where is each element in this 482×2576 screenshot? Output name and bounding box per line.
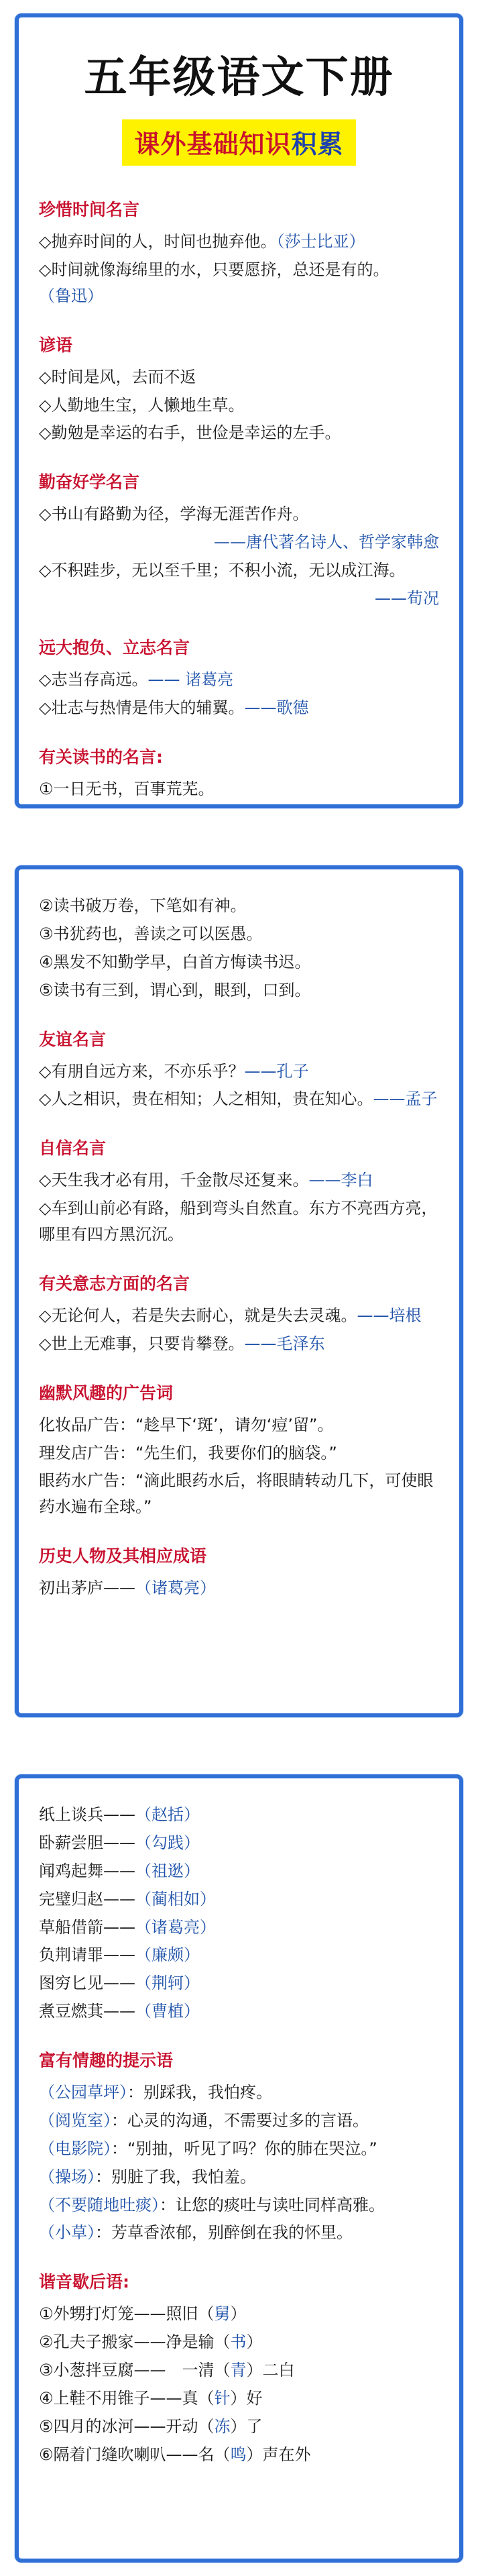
quote-line: ◇天生我才必有用，千金散尽还复来。——李白: [39, 1171, 373, 1190]
quote-line: ②读书破万卷，下笔如有神。: [39, 896, 247, 915]
section-title-friendship: 友谊名言: [39, 1029, 107, 1049]
card-2: [15, 865, 463, 1717]
subtitle-main: 课外基础知识: [134, 129, 292, 159]
section-title-ads: 幽默风趣的广告词: [39, 1383, 174, 1403]
quote-line: ◇时间就像海绵里的水，只要愿挤，总还是有的。（鲁迅）: [39, 260, 389, 305]
idiom-line: 煮豆燃萁——（曹植）: [39, 2002, 200, 2021]
ad-line: 眼药水广告：“滴此眼药水后，将眼睛转动几下，可使眼药水遍布全球。”: [39, 1471, 434, 1517]
sign-line: （公园草坪）：别踩我，我怕疼。: [39, 2083, 272, 2102]
subtitle-wrap: [39, 119, 439, 166]
xiehouyu-line: ①外甥打灯笼——照旧（舅）: [39, 2304, 247, 2324]
idiom-line: 卧薪尝胆——（勾践）: [39, 1833, 200, 1852]
quote-line: ◇世上无难事，只要肯攀登。——毛泽东: [39, 1334, 325, 1353]
quote-line: ◇人勤地生宝，人懒地生草。: [39, 395, 245, 415]
quote-line: ◇时间是风，去而不返: [39, 367, 196, 386]
page-title: 五年级语文下册: [84, 52, 394, 103]
card-3: [15, 1774, 463, 2563]
quote-line: ③书犹药也，善读之可以医愚。: [39, 924, 263, 943]
xiehouyu-line: ③小葱拌豆腐—— 一清（青）二白: [39, 2361, 295, 2379]
idiom-line: 初出茅庐——（诸葛亮）: [39, 1578, 216, 1598]
section-title-confidence: 自信名言: [39, 1138, 107, 1159]
quote-line: ⑤读书有三到，谓心到，眼到，口到。: [39, 980, 311, 1000]
quote-line: ④黑发不知勤学早，白首方悔读书迟。: [39, 952, 311, 971]
xiehouyu-line: ⑤四月的冰河——开动（冻）了: [39, 2416, 263, 2436]
section-title-diligence: 勤奋好学名言: [39, 472, 140, 492]
quote-line: ◇车到山前必有路，船到弯头自然直。东方不亮西方亮，哪里有四方黑沉沉。: [39, 1199, 438, 1244]
sign-line: （操场）：别脏了我，我怕羞。: [39, 2167, 256, 2186]
idiom-line: 闻鸡起舞——（祖逖）: [39, 1861, 200, 1880]
xiehouyu-line: ④上鞋不用锥子——真（针）好: [39, 2388, 263, 2408]
sign-line: （小草）：芳草香浓郁，别醉倒在我的怀里。: [39, 2223, 353, 2243]
subtitle: [122, 119, 355, 166]
quote-line: ◇不积跬步，无以至千里；不积小流，无以成江海。: [39, 561, 406, 580]
idiom-line: 纸上谈兵——（赵括）: [39, 1805, 200, 1824]
quote-line: ◇有朋自远方来，不亦乐乎？——孔子: [39, 1061, 309, 1081]
sign-line: （不要随地吐痰）：让您的痰吐与读吐同样高雅。: [39, 2195, 385, 2214]
idiom-line: 草船借箭——（诸葛亮）: [39, 1917, 216, 1937]
ad-line: 化妆品广告：“趁早下‘斑’，请勿‘痘’留”。: [39, 1415, 334, 1434]
section-title-reading: 有关读书的名言:: [39, 747, 163, 767]
quote-line: ◇书山有路勤为径，学海无涯苦作舟。: [39, 504, 309, 524]
subtitle-accent: 积累: [291, 129, 344, 159]
ad-line: 理发店广告：“先生们，我要你们的脑袋。”: [39, 1443, 337, 1462]
quote-line: ◇壮志与热情是伟大的辅翼。——歌德: [39, 698, 309, 717]
quote-line: ◇勤勉是幸运的右手，世俭是幸运的左手。: [39, 423, 341, 443]
sign-line: （电影院）：“别抽，听见了吗？你的肺在哭泣。”: [39, 2139, 377, 2158]
sign-line: （阅览室）：心灵的沟通，不需要过多的言语。: [39, 2110, 369, 2130]
section-title-time: 珍惜时间名言: [39, 200, 140, 219]
section-title-proverbs: 谚语: [39, 335, 73, 355]
idiom-line: 图穷匕见——（荆轲）: [39, 1974, 200, 1993]
quote-line: ①一日无书，百事荒芜。: [39, 779, 215, 798]
xiehouyu-line: ⑥隔着门缝吹喇叭——名（鸣）声在外: [39, 2445, 311, 2464]
section-title-idioms: 历史人物及其相应成语: [39, 1546, 207, 1566]
section-title-xiehouyu: 谐音歇后语:: [39, 2272, 129, 2292]
section-title-will: 有关意志方面的名言: [39, 1273, 190, 1293]
card-1: [15, 13, 463, 808]
idiom-line: 负荆请罪——（廉颇）: [39, 1945, 200, 1965]
section-title-signs: 富有情趣的提示语: [39, 2051, 174, 2070]
quote-line: ◇志当存高远。—— 诸葛亮: [39, 669, 234, 689]
idiom-line: 完璧归赵——（蔺相如）: [39, 1889, 216, 1909]
xiehouyu-line: ②孔夫子搬家——净是输（书）: [39, 2332, 263, 2352]
quote-author: ——唐代著名诗人、哲学家韩愈: [214, 533, 439, 552]
quote-line: ◇无论何人，若是失去耐心，就是失去灵魂。——培根: [39, 1305, 422, 1325]
quote-line: ◇人之相识，贵在相知；人之相知，贵在知心。——孟子: [39, 1089, 438, 1109]
quote-author: ——荀况: [375, 588, 439, 608]
section-title-ambition: 远大抱负、立志名言: [39, 637, 190, 657]
quote-line: ◇抛弃时间的人，时间也抛弃他。（莎士比亚）: [39, 232, 365, 251]
